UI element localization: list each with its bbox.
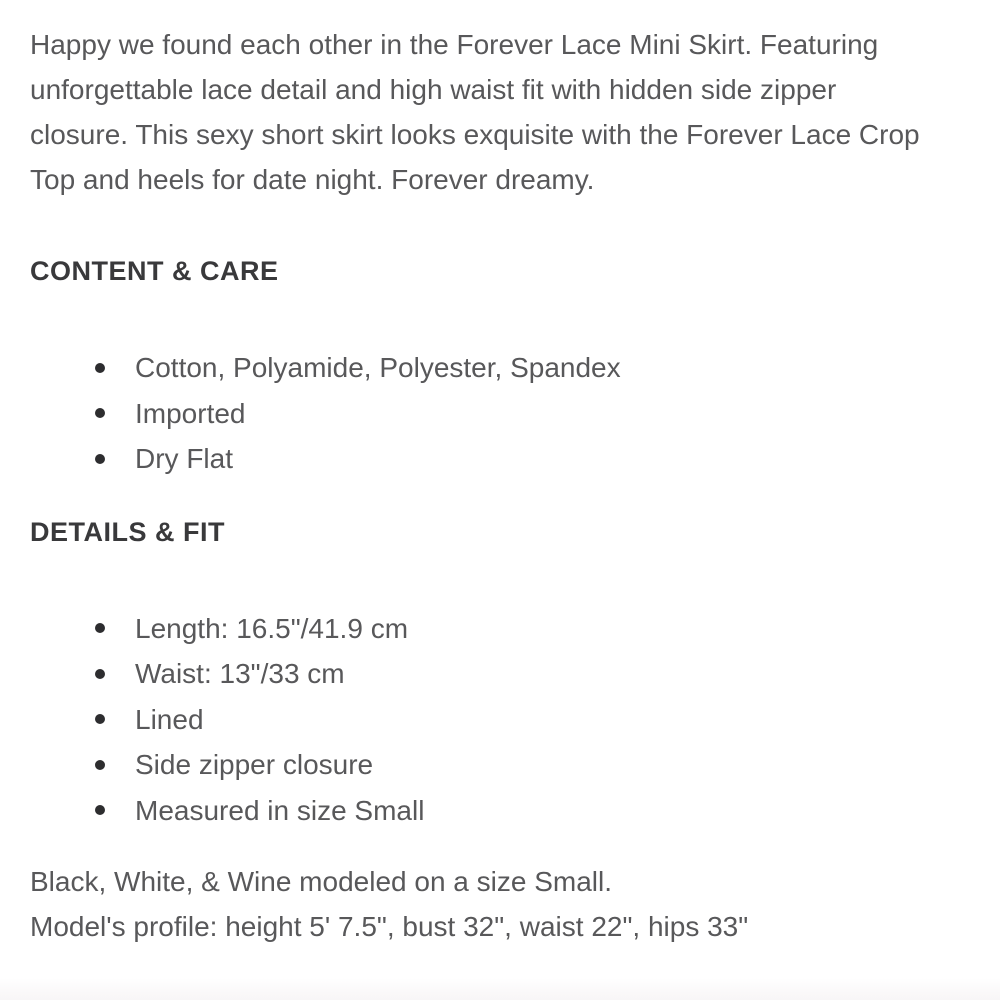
- list-item-text: Waist: 13"/33 cm: [135, 658, 345, 689]
- list-item: [30, 391, 930, 437]
- bullet-icon: [95, 454, 105, 464]
- model-colors-line: Black, White, & Wine modeled on a size Small.: [30, 866, 613, 897]
- list-item: [30, 436, 930, 482]
- list-item: [30, 651, 930, 697]
- list-item-text: Dry Flat: [135, 443, 233, 474]
- list-item: [30, 742, 930, 788]
- list-item-text: Cotton, Polyamide, Polyester, Spandex: [135, 352, 621, 383]
- list-item-text: Side zipper closure: [135, 749, 374, 780]
- list-item: [30, 788, 930, 834]
- bottom-band-divider: [0, 978, 1000, 1000]
- bullet-icon: [95, 760, 105, 770]
- bullet-icon: [95, 623, 105, 633]
- list-item-text: Measured in size Small: [135, 794, 425, 826]
- list-item: [30, 606, 930, 652]
- list-item: [30, 697, 930, 743]
- list-item-text: Length: 16.5"/41.9 cm: [135, 612, 409, 644]
- section-heading-content-care: CONTENT & CARE: [30, 256, 279, 286]
- content-care-list: [30, 345, 930, 482]
- list-item: [30, 345, 930, 391]
- bullet-icon: [95, 669, 105, 679]
- model-profile-line: Model's profile: height 5' 7.5", bust 32", waist 22", hips 33": [30, 911, 749, 942]
- list-item-text: Lined: [135, 703, 204, 735]
- list-item-text: Imported: [135, 397, 246, 429]
- product-description-text: Happy we found each other in the Forever Lace Mini Skirt. Featuring unforgettable lace detail and high waist fit with hidden side zipper closure. This sexy short skirt looks exquisite with the Forever Lace Crop Top and heels for date night. Forever dreamy.: [30, 29, 920, 195]
- bullet-icon: [95, 363, 105, 373]
- section-heading-details-fit: DETAILS & FIT: [30, 516, 225, 547]
- details-fit-list: [30, 606, 930, 834]
- bullet-icon: [95, 805, 105, 815]
- bullet-icon: [95, 408, 105, 418]
- bullet-icon: [95, 714, 105, 724]
- model-info: [30, 859, 930, 949]
